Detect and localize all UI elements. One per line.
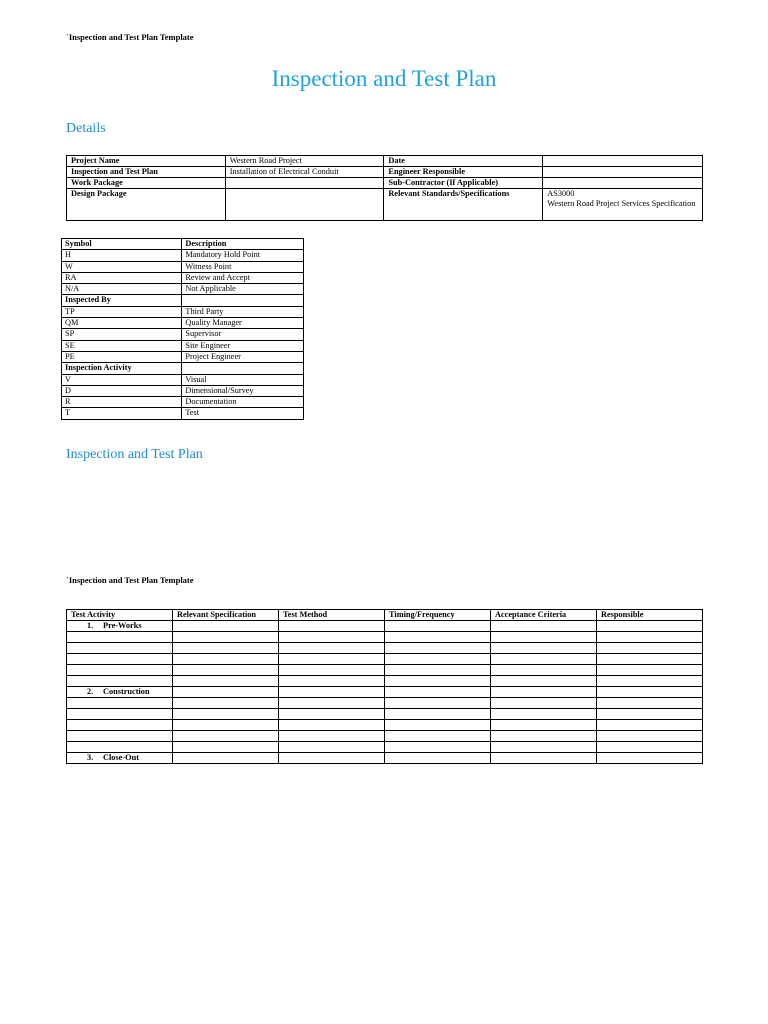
legend-symbol: W [62,261,182,272]
itp-cell [173,687,279,698]
legend-description: Test [182,408,304,419]
itp-cell [597,709,703,720]
legend-symbol: SP [62,329,182,340]
itp-cell [385,643,491,654]
subcontractor-label: Sub-Contractor (If Applicable) [384,178,543,189]
itp-cell [385,665,491,676]
design-package-label: Design Package [67,189,226,221]
itp-cell [491,709,597,720]
legend-row [62,261,304,272]
itp-cell [67,632,173,643]
itp-cell [67,643,173,654]
itp-cell [67,720,173,731]
legend-description-header: Description [182,239,304,250]
page-header-text-2: `Inspection and Test Plan Template [66,575,194,585]
legend-symbol: TP [62,306,182,317]
itp-cell [173,654,279,665]
stage-number: 1. [87,621,94,630]
table-row [67,167,703,178]
itp-blank-row [67,698,703,709]
legend-symbol: Inspection Activity [62,363,182,374]
legend-symbol-header: Symbol [62,239,182,250]
legend-description: Documentation [182,397,304,408]
itp-cell [279,676,385,687]
itp-cell [173,720,279,731]
itp-cell [173,665,279,676]
itp-cell [385,720,491,731]
itp-cell [279,654,385,665]
page-header-text: `Inspection and Test Plan Template [66,32,194,42]
itp-cell [67,731,173,742]
legend-description [182,363,304,374]
legend-symbol: D [62,385,182,396]
legend-row [62,374,304,385]
itp-cell [491,665,597,676]
itp-column-header: Test Method [279,610,385,621]
itp-cell [597,731,703,742]
table-row [67,156,703,167]
itp-stage-row [67,621,703,632]
itp-value: Installation of Electrical Conduit [225,167,384,178]
itp-cell [173,709,279,720]
itp-cell [173,753,279,764]
project-name-value: Western Road Project [225,156,384,167]
table-row [67,189,703,221]
itp-stage-label [67,621,173,632]
itp-stage-label [67,687,173,698]
itp-cell [385,654,491,665]
project-name-label: Project Name [67,156,226,167]
itp-blank-row [67,709,703,720]
legend-row [62,250,304,261]
itp-cell [385,676,491,687]
itp-cell [491,654,597,665]
standards-label: Relevant Standards/Specifications [384,189,543,221]
itp-cell [597,654,703,665]
stage-name: Close-Out [103,753,139,762]
itp-cell [597,753,703,764]
itp-cell [491,720,597,731]
itp-cell [491,753,597,764]
legend-row [62,295,304,306]
legend-row [62,284,304,295]
itp-cell [67,654,173,665]
itp-column-header: Relevant Specification [173,610,279,621]
details-table [66,155,703,221]
itp-cell [491,621,597,632]
legend-description: Project Engineer [182,351,304,362]
itp-cell [597,621,703,632]
itp-cell [491,643,597,654]
itp-cell [279,742,385,753]
legend-description: Dimensional/Survey [182,385,304,396]
itp-cell [279,698,385,709]
legend-description: Quality Manager [182,318,304,329]
legend-header-row [62,239,304,250]
legend-description: Third Party [182,306,304,317]
legend-description: Supervisor [182,329,304,340]
itp-cell [173,742,279,753]
legend-row [62,272,304,283]
legend-symbol: V [62,374,182,385]
itp-cell [279,753,385,764]
itp-cell [385,698,491,709]
itp-stage-row [67,687,703,698]
itp-blank-row [67,654,703,665]
legend-symbol: QM [62,318,182,329]
legend-description: Witness Point [182,261,304,272]
itp-cell [279,720,385,731]
itp-stage-label [67,753,173,764]
itp-cell [279,731,385,742]
itp-cell [173,698,279,709]
itp-header-row [67,610,703,621]
engineer-value [543,167,703,178]
subcontractor-value [543,178,703,189]
date-value [543,156,703,167]
itp-cell [385,687,491,698]
itp-cell [67,742,173,753]
itp-cell [597,720,703,731]
legend-symbol: Inspected By [62,295,182,306]
itp-stage-row [67,753,703,764]
itp-blank-row [67,665,703,676]
itp-blank-row [67,632,703,643]
itp-cell [385,731,491,742]
standards-value-line-2: Western Road Project Services Specification [547,199,696,208]
itp-heading: Inspection and Test Plan [66,447,203,462]
itp-cell [597,665,703,676]
itp-cell [491,742,597,753]
itp-blank-row [67,731,703,742]
legend-symbol: T [62,408,182,419]
itp-cell [597,687,703,698]
legend-row [62,351,304,362]
document-title: Inspection and Test Plan [271,66,497,91]
work-package-value [225,178,384,189]
standards-value-line-1: AS3000 [547,189,575,198]
itp-column-header: Timing/Frequency [385,610,491,621]
itp-cell [279,665,385,676]
legend-row [62,385,304,396]
legend-row [62,329,304,340]
legend-row [62,363,304,374]
itp-cell [597,742,703,753]
legend-row [62,318,304,329]
itp-cell [385,742,491,753]
itp-cell [173,632,279,643]
itp-cell [385,709,491,720]
standards-value [543,189,703,221]
itp-cell [597,643,703,654]
itp-cell [173,643,279,654]
legend-symbol: N/A [62,284,182,295]
itp-table [66,609,703,764]
legend-description: Site Engineer [182,340,304,351]
itp-blank-row [67,720,703,731]
itp-cell [385,753,491,764]
legend-description [182,295,304,306]
itp-column-header: Test Activity [67,610,173,621]
itp-column-header: Responsible [597,610,703,621]
legend-row [62,340,304,351]
work-package-label: Work Package [67,178,226,189]
legend-table [61,238,304,420]
legend-description: Visual [182,374,304,385]
itp-cell [279,643,385,654]
itp-cell [67,665,173,676]
itp-cell [173,676,279,687]
itp-cell [385,632,491,643]
itp-blank-row [67,742,703,753]
legend-description: Not Applicable [182,284,304,295]
itp-cell [67,709,173,720]
itp-cell [491,687,597,698]
stage-name: Construction [103,687,150,696]
engineer-label: Engineer Responsible [384,167,543,178]
legend-row [62,397,304,408]
design-package-value [225,189,384,221]
itp-cell [279,621,385,632]
table-row [67,178,703,189]
itp-cell [597,676,703,687]
itp-cell [279,687,385,698]
legend-symbol: H [62,250,182,261]
stage-number: 3. [87,753,94,762]
legend-symbol: R [62,397,182,408]
itp-cell [279,709,385,720]
stage-number: 2. [87,687,94,696]
date-label: Date [384,156,543,167]
itp-cell [491,698,597,709]
details-heading: Details [66,121,106,136]
legend-symbol: SE [62,340,182,351]
itp-cell [491,632,597,643]
itp-cell [385,621,491,632]
itp-cell [597,632,703,643]
itp-cell [67,676,173,687]
itp-column-header: Acceptance Criteria [491,610,597,621]
itp-cell [279,632,385,643]
itp-cell [173,731,279,742]
legend-symbol: PE [62,351,182,362]
legend-row [62,408,304,419]
legend-description: Mandatory Hold Point [182,250,304,261]
legend-description: Review and Accept [182,272,304,283]
itp-cell [597,698,703,709]
itp-cell [491,731,597,742]
itp-cell [173,621,279,632]
legend-symbol: RA [62,272,182,283]
itp-cell [67,698,173,709]
itp-label: Inspection and Test Plan [67,167,226,178]
itp-cell [491,676,597,687]
legend-row [62,306,304,317]
stage-name: Pre-Works [103,621,142,630]
itp-blank-row [67,676,703,687]
itp-blank-row [67,643,703,654]
